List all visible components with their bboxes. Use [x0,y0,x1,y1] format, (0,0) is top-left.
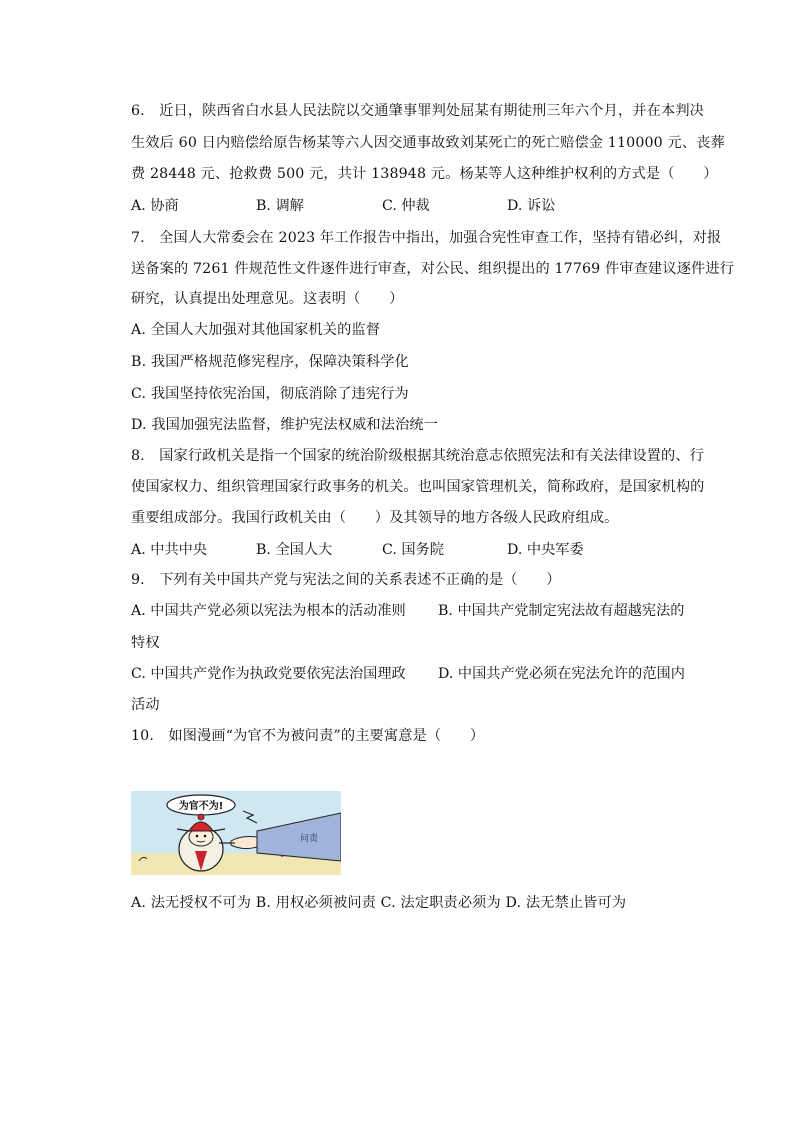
cartoon-speech-text: 为官不为! [178,801,224,812]
q6-line-3: 费 28448 元、抢救费 500 元，共计 138948 元。杨某等人这种维护权利的方式是（ ） [131,166,718,182]
q6-option-c[interactable]: C. 仲裁 [382,198,430,214]
q9-line-1: 9. 下列有关中国共产党与宪法之间的关系表述不正确的是（ ） [131,572,561,588]
q8-line-3: 重要组成部分。我国行政机关由（ ）及其领导的地方各级人民政府组成。 [131,510,619,526]
q7-option-d[interactable]: D. 我国加强宪法监督，维护宪法权威和法治统一 [131,417,439,433]
q6-line-1: 6. 近日，陕西省白水县人民法院以交通肇事罪判处屈某有期徒刑三年六个月，并在本判决 [131,103,705,119]
cartoon-illustration [131,791,341,875]
q8-option-c[interactable]: C. 国务院 [382,542,444,558]
q8-line-1: 8. 国家行政机关是指一个国家的统治阶级根据其统治意志依照宪法和有关法律设置的、行 [131,448,705,464]
q9-option-d[interactable]: D. 中国共产党必须在宪法允许的范围内 [438,666,685,682]
q7-line-1: 7. 全国人大常委会在 2023 年工作报告中指出，加强合宪性审查工作，坚持有错必纠，对报 [131,230,722,246]
q9-option-c[interactable]: C. 中国共产党作为执政党要依宪法治国理政 [131,666,406,682]
q8-line-2: 使国家权力、组织管理国家行政事务的机关。也叫国家管理机关，简称政府，是国家机构的 [131,479,705,495]
q6-option-a[interactable]: A. 协商 [131,198,179,214]
q10-options[interactable]: A. 法无授权不可为 B. 用权必须被问责 C. 法定职责必须为 D. 法无禁止皆可为 [131,895,627,911]
q7-line-3: 研究，认真提出处理意见。这表明（ ） [131,291,404,307]
q7-option-c[interactable]: C. 我国坚持依宪治国，彻底消除了违宪行为 [131,386,409,402]
q7-option-a[interactable]: A. 全国人大加强对其他国家机关的监督 [131,322,381,338]
q8-option-a[interactable]: A. 中共中央 [131,542,208,558]
q8-option-b[interactable]: B. 全国人大 [256,542,333,558]
q6-option-d[interactable]: D. 诉讼 [507,198,556,214]
cartoon-sleeve-label: 问责 [299,834,319,844]
q10-line-1: 10. 如图漫画“为官不为被问责”的主要寓意是（ ） [131,728,485,744]
q9-option-a[interactable]: A. 中国共产党必须以宪法为根本的活动准则 [131,603,406,619]
q6-option-b[interactable]: B. 调解 [256,198,304,214]
q9-option-b[interactable]: B. 中国共产党制定宪法故有超越宪法的 [438,603,685,619]
q9-option-b-continued: 特权 [131,635,160,651]
q7-option-b[interactable]: B. 我国严格规范修宪程序，保障决策科学化 [131,354,409,370]
q8-option-d[interactable]: D. 中央军委 [507,542,584,558]
q7-line-2: 送备案的 7261 件规范性文件逐件进行审查，对公民、组织提出的 17769 件审查建议逐件进行 [131,261,735,277]
q9-option-d-continued: 活动 [131,697,160,713]
cartoon-image [131,791,341,875]
q6-line-2: 生效后 60 日内赔偿给原告杨某等六人因交通事故致刘某死亡的死亡赔偿金 110000 元、丧葬 [131,135,725,151]
